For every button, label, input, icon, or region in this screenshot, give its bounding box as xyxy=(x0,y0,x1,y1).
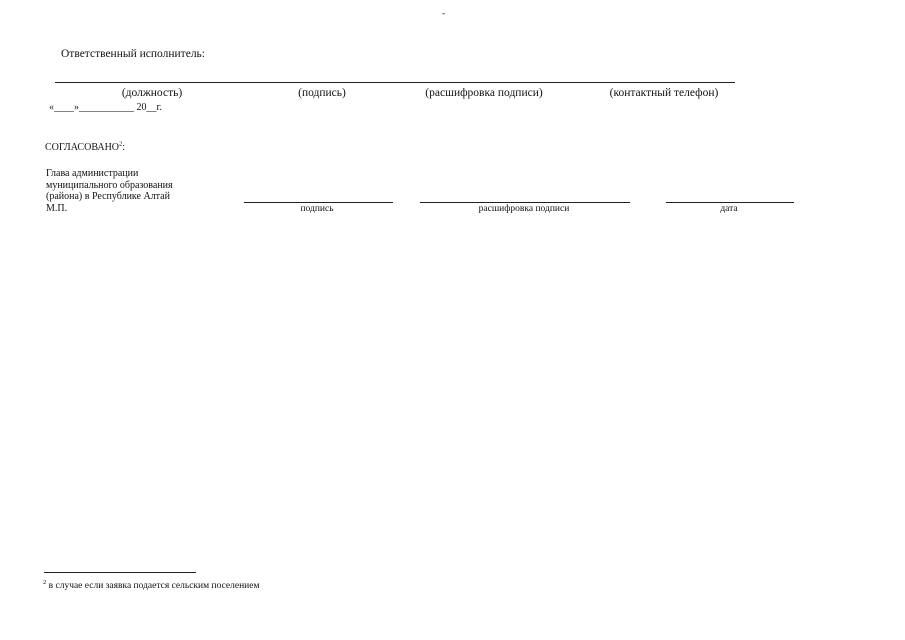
footnote xyxy=(43,578,260,591)
caption-signature: (подпись) xyxy=(298,87,346,99)
caption-phone: (контактный телефон) xyxy=(609,87,719,99)
date-year-blank: __ xyxy=(146,102,157,113)
approved-signature-line xyxy=(244,202,393,203)
head-line: (района) в Республике Алтай xyxy=(46,191,170,203)
footnote-number: 2 xyxy=(43,578,47,586)
approved-heading-text: СОГЛАСОВАНО xyxy=(45,142,120,153)
approved-caption-decoding: расшифровка подписи xyxy=(478,204,570,214)
approved-decoding-line xyxy=(420,202,630,203)
stamp-place-label: М.П. xyxy=(46,202,68,214)
page-mark: - xyxy=(442,9,446,19)
date-close-quote: » xyxy=(74,102,79,113)
caption-decoding: (расшифровка подписи) xyxy=(425,87,543,99)
approved-caption-date: дата xyxy=(720,204,738,214)
approved-heading xyxy=(45,142,125,153)
approved-heading-colon: : xyxy=(122,142,126,153)
date-open-quote: « xyxy=(49,102,54,113)
head-line: муниципального образования xyxy=(46,179,173,191)
date-year-suffix: г. xyxy=(156,102,162,113)
head-line: Глава администрации xyxy=(46,168,139,179)
approved-head-block xyxy=(46,168,173,214)
approved-caption-signature: подпись xyxy=(300,204,334,214)
caption-position: (должность) xyxy=(121,87,183,99)
footnote-separator xyxy=(44,572,196,573)
responsible-title: Ответственный исполнитель: xyxy=(61,48,205,60)
responsible-signature-line xyxy=(55,82,735,83)
date-day-blank: ____ xyxy=(54,102,74,113)
approved-footnote-ref: 2 xyxy=(119,140,123,148)
date-fill-line xyxy=(49,102,162,113)
approved-date-line xyxy=(666,202,794,203)
footnote-text: в случае если заявка подается сельским поселением xyxy=(46,581,260,591)
date-month-blank: ___________ xyxy=(79,102,134,113)
date-year-prefix: 20 xyxy=(136,102,147,113)
